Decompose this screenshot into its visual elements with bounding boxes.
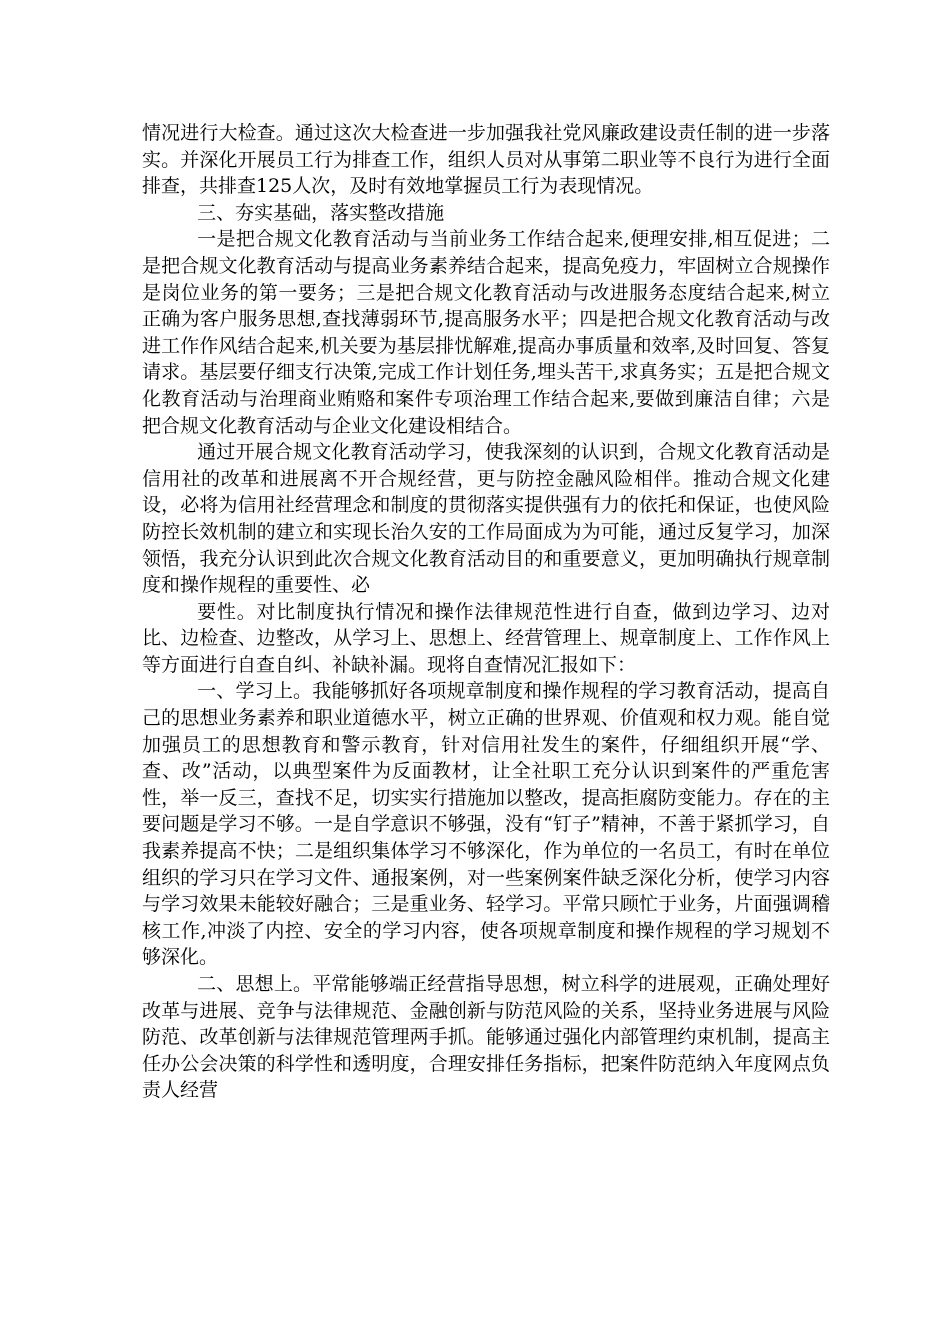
section-heading-rectification: 三、夯实基础，落实整改措施: [197, 201, 445, 224]
paragraph-thought-section: 二、思想上。平常能够端正经营指导思想，树立科学的进展观，正确处理好改革与进展、竞争与法律规范、金融创新与防范风险的关系，坚持业务进展与风险防范、改革创新与法律规范管理两手抓。能够通过强化内部管理约束机制，提高主任办公会决策的科学性和透明度，合理安排任务指标，把案件防范纳入年度网点负责人经营: [142, 973, 830, 1102]
paragraph-rectification-measures: 一是把合规文化教育活动与当前业务工作结合起来,便理安排,相互促进；二是把合规文化教育活动与提高业务素养结合起来，提高免疫力，牢固树立合规操作是岗位业务的第一要务；三是把合规文化教育活动与改进服务态度结合起来,树立正确为客户服务思想,查找薄弱环节,提高服务水平；四是把合规文化教育活动与改进工作作风结合起来,机关要为基层排忧解难,提高办事质量和效率,及时回复、答复请求。基层要仔细支行决策,完成工作计划任务,埋头苦干,求真务实；五是把合规文化教育活动与治理商业贿赂和案件专项治理工作结合起来,要做到廉洁自律；六是把合规文化教育活动与企业文化建设相结合。: [142, 228, 830, 437]
paragraph-study-section: 一、学习上。我能够抓好各项规章制度和操作规程的学习教育活动，提高自己的思想业务素养和职业道德水平，树立正确的世界观、价值观和权力观。能自觉加强员工的思想教育和警示教育，针对信用社发生的案件，仔细组织开展“学、查、改”活动，以典型案件为反面教材，让全社职工充分认识到案件的严重危害性，举一反三，查找不足，切实实行措施加以整改，提高拒腐防变能力。存在的主要问题是学习不够。一是自学意识不够强，没有“钉子”精神，不善于紧抓学习，自我素养提高不快；二是组织集体学习不够深化，作为单位的一名员工，有时在单位组织的学习只在学习文件、通报案例，对一些案例案件缺乏深化分析，使学习内容与学习效果未能较好融合；三是重业务、轻学习。平常只顾忙于业务，片面强调稽核工作,冲淡了内控、安全的学习内容，使各项规章制度和操作规程的学习规划不够深化。: [142, 680, 830, 969]
paragraph-compliance-understanding: 通过开展合规文化教育活动学习，使我深刻的认识到，合规文化教育活动是信用社的改革和进展离不开合规经营，更与防控金融风险相伴。推动合规文化建设，必将为信用社经营理念和制度的贯彻落实提供强有力的依托和保证，也使风险防控长效机制的建立和实现长治久安的工作局面成为为可能，通过反复学习，加深领悟，我充分认识到此次合规文化教育活动目的和重要意义，更加明确执行规章制度和操作规程的重要性、必: [142, 441, 830, 597]
paragraph-self-inspection-intro: 要性。对比制度执行情况和操作法律规范性进行自查，做到边学习、边对比、边检查、边整改，从学习上、思想上、经营管理上、规章制度上、工作作风上等方面进行自查自纠、补缺补漏。现将自查情况汇报如下：: [142, 600, 830, 676]
paragraph-inspection-summary: 情况进行大检查。通过这次大检查进一步加强我社党风廉政建设责任制的进一步落实。并深化开展员工行为排查工作，组织人员对从事第二职业等不良行为进行全面排查，共排查125人次，及时有效地掌握员工行为表现情况。: [142, 122, 830, 198]
document-page: [142, 120, 830, 1104]
